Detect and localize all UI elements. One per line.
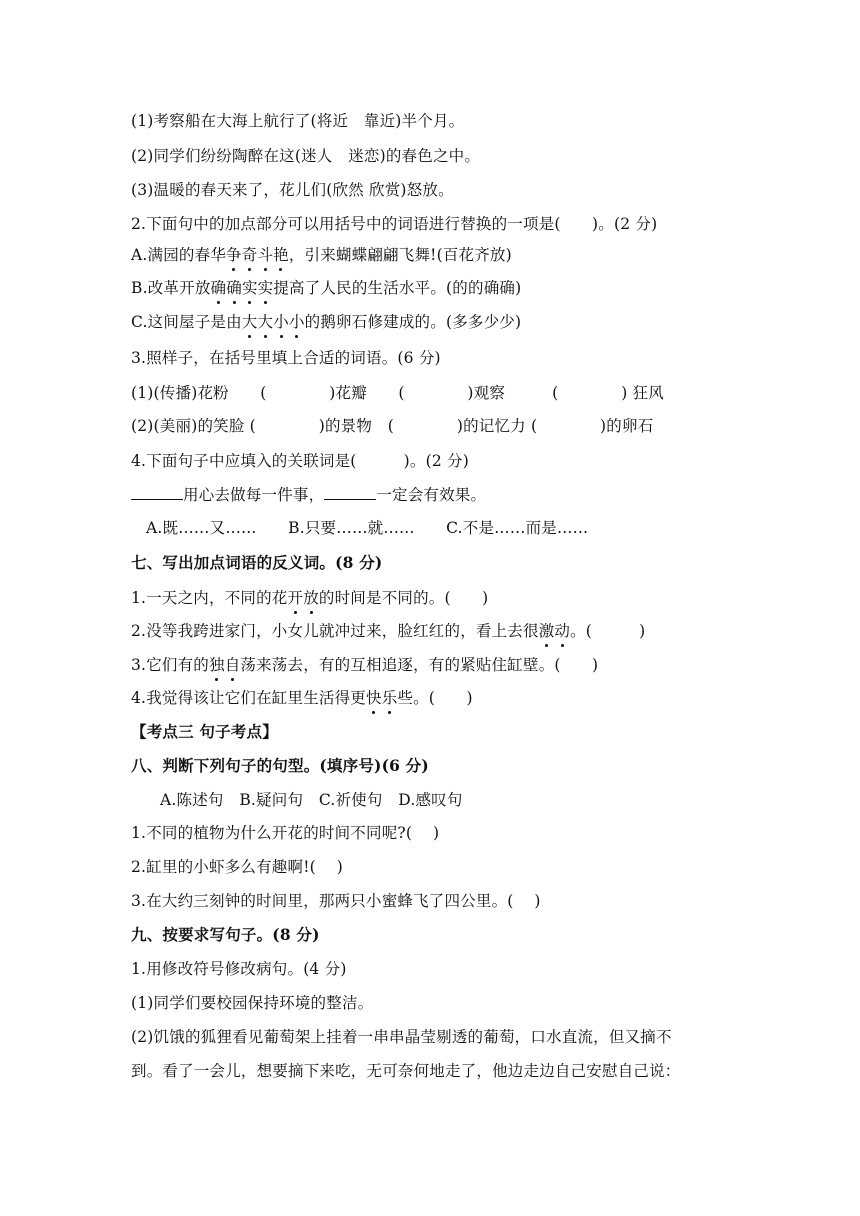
antonym-1-end: 的时间是不同的。( ) xyxy=(318,589,489,607)
dotted-char: 实 xyxy=(257,279,274,297)
section-7-heading: 七、写出加点词语的反义词。(8 分) xyxy=(131,553,383,572)
question-4: 4.下面句子中应填入的关联词是( )。(2 分) xyxy=(131,452,469,470)
dotted-char: 动 xyxy=(554,622,571,640)
sentence-type-options: A.陈述句 B.疑问句 C.祈使句 D.感叹句 xyxy=(160,791,463,809)
item-1-line: (1)考察船在大海上航行了(将近 靠近)半个月。 xyxy=(131,112,465,130)
antonym-3 xyxy=(131,655,598,675)
dotted-char: 小 xyxy=(273,313,289,331)
section-title-kaodian-3: 【考点三 句子考点】 xyxy=(131,722,278,741)
sentence-type-2: 2.缸里的小虾多么有趣啊!( ) xyxy=(131,858,343,876)
antonym-1 xyxy=(131,588,488,608)
conjunction-options: A.既……又…… B.只要……就…… C.不是……而是…… xyxy=(146,519,589,537)
item-2-line: (2)同学们纷纷陶醉在这(迷人 迷恋)的春色之中。 xyxy=(131,147,481,165)
antonym-4 xyxy=(131,688,473,708)
dotted-char: 独 xyxy=(209,656,225,674)
antonym-4-end: 些。( ) xyxy=(397,689,473,707)
antonym-2 xyxy=(131,621,645,641)
option-c-text-end: 的鹅卵石修建成的。(多多少少) xyxy=(304,313,522,331)
dotted-char: 快 xyxy=(366,689,382,707)
dotted-char: 开 xyxy=(287,589,304,607)
dotted-char: 自 xyxy=(224,656,241,674)
sentence-type-1: 1.不同的植物为什么开花的时间不同呢?( ) xyxy=(131,824,440,842)
rewrite-item-2-line-2: 到。看了一会儿，想要摘下来吃，无可奈何地走了，他边走边自己安慰自己说： xyxy=(131,1062,681,1080)
section-8-heading: 八、判断下列句子的句型。(填序号)(6 分) xyxy=(131,756,429,775)
option-a-text-end: ，引来蝴蝶翩翩飞舞!(百花齐放) xyxy=(288,246,512,264)
dotted-char: 争 xyxy=(226,246,242,264)
option-c-line xyxy=(131,312,521,332)
rewrite-item-1: (1)同学们要校园保持环境的整洁。 xyxy=(131,994,374,1012)
option-b-line xyxy=(131,278,521,298)
question-3: 3.照样子，在括号里填上合适的词语。(6 分) xyxy=(131,349,441,367)
dotted-char: 激 xyxy=(538,622,555,640)
fill-row-2: (2)(美丽)的笑脸 ( )的景物 ( )的记忆力 ( )的卵石 xyxy=(131,417,654,435)
dotted-char: 大 xyxy=(257,313,274,331)
antonym-4-start: 4.我觉得该让它们在缸里生活得更 xyxy=(131,689,366,707)
dotted-char: 奇 xyxy=(241,246,258,264)
dotted-char: 放 xyxy=(303,589,319,607)
answer-blank[interactable] xyxy=(131,485,183,500)
sentence-part-2: 一定会有效果。 xyxy=(376,486,487,504)
antonym-2-start: 2.没等我跨进家门，小女儿就冲过来，脸红红的，看上去很 xyxy=(131,622,539,640)
dotted-char: 小 xyxy=(288,313,305,331)
dotted-char: 斗 xyxy=(257,246,274,264)
dotted-char: 实 xyxy=(241,279,258,297)
option-a-line xyxy=(131,245,512,265)
option-b-text-start: B.改革开放 xyxy=(131,279,211,297)
option-b-text-end: 提高了人民的生活水平。(的的确确) xyxy=(273,279,522,297)
answer-blank[interactable] xyxy=(324,485,376,500)
question-2: 2.下面句中的加点部分可以用括号中的词语进行替换的一项是( )。(2 分) xyxy=(131,215,658,233)
conjunction-sentence xyxy=(131,485,486,505)
option-a-text-start: A.满园的春华 xyxy=(131,246,227,264)
option-c-text-start: C.这间屋子是由 xyxy=(131,313,242,331)
rewrite-item-2-line-1: (2)饥饿的狐狸看见葡萄架上挂着一串串晶莹剔透的葡萄，口水直流，但又摘不 xyxy=(131,1028,672,1046)
antonym-1-start: 1.一天之内，不同的花 xyxy=(131,589,288,607)
antonym-3-end: 荡来荡去，有的互相追逐，有的紧贴住缸壁。( ) xyxy=(240,656,599,674)
antonym-2-end: 。( ) xyxy=(570,622,646,640)
dotted-char: 艳 xyxy=(273,246,289,264)
antonym-3-start: 3.它们有的 xyxy=(131,656,209,674)
sentence-type-3: 3.在大约三刻钟的时间里，那两只小蜜蜂飞了四公里。( ) xyxy=(131,892,541,910)
item-3-line: (3)温暖的春天来了，花儿们(欣然 欣赏)怒放。 xyxy=(131,181,454,199)
section-9-heading: 九、按要求写句子。(8 分) xyxy=(131,925,320,944)
dotted-char: 确 xyxy=(226,279,242,297)
fill-row-1: (1)(传播)花粉 ( )花瓣 ( )观察 ( ) 狂风 xyxy=(131,384,664,402)
sentence-part-1: 用心去做每一件事， xyxy=(183,486,325,504)
rewrite-task-1: 1.用修改符号修改病句。(4 分) xyxy=(131,960,347,978)
dotted-char: 乐 xyxy=(381,689,398,707)
dotted-char: 确 xyxy=(210,279,227,297)
dotted-char: 大 xyxy=(241,313,258,331)
